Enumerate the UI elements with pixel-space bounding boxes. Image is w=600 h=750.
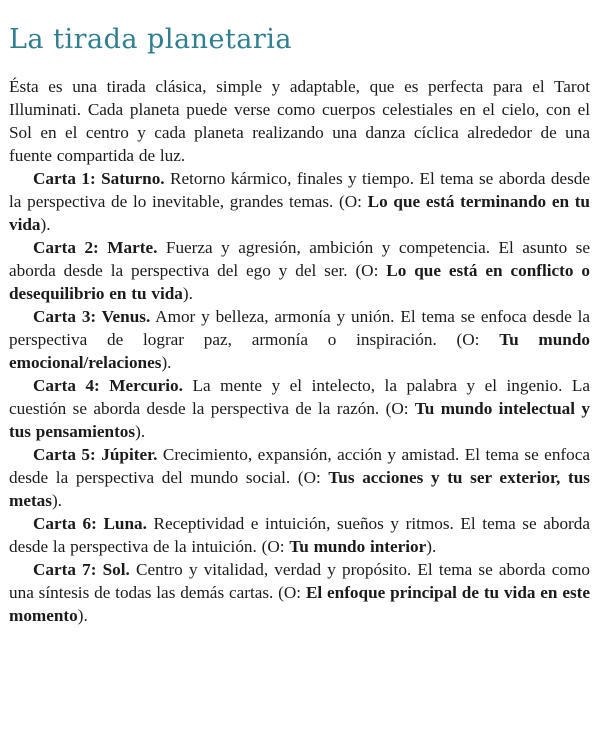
text-segment: Ésta es una tirada clásica, simple y adaptable, que es perfecta para el Tarot Illuminati. Cada planeta puede verse como cuerpos celestiales en el cielo, con el Sol en el centro y cada planeta realizando una danza cíclica alrededor de una fuente compartida de luz. <box>9 77 590 165</box>
body-paragraph <box>9 75 590 167</box>
bold-segment: Carta 2: Marte. <box>33 238 158 257</box>
body-paragraph <box>9 236 590 305</box>
bold-segment: Tu mundo intelectual y tus pensamientos <box>9 399 591 441</box>
bold-segment: Lo que está terminando en tu vida <box>9 192 590 234</box>
text-segment: Fuerza y agresión, ambición y competencia. El asunto se aborda desde la perspectiva del ego y del ser. (O: <box>9 238 590 280</box>
bold-segment: Tus acciones y tu ser exterior, tus metas <box>9 468 590 510</box>
text-segment: ). <box>135 422 146 441</box>
body-paragraph <box>9 305 590 374</box>
body-paragraph <box>9 512 590 558</box>
text-segment: Centro y vitalidad, verdad y propósito. El tema se aborda como una síntesis de todas las demás cartas. (O: <box>9 560 590 602</box>
bold-segment: Tu mundo emocional/relaciones <box>9 330 590 372</box>
bold-segment: Carta 6: Luna. <box>33 514 147 533</box>
text-segment: ). <box>161 353 172 372</box>
body-paragraph <box>9 558 590 627</box>
bold-segment: Carta 7: Sol. <box>33 560 130 579</box>
text-segment: ). <box>182 284 193 303</box>
text-segment: Receptividad e intuición, sueños y ritmos. El tema se aborda desde la perspectiva de la intuición. (O: <box>9 514 590 556</box>
bold-segment: Carta 5: Júpiter. <box>33 445 158 464</box>
bold-segment: El enfoque principal de tu vida en este momento <box>9 583 590 625</box>
text-segment: Retorno kármico, finales y tiempo. El tema se aborda desde la perspectiva de lo inevitable, grandes temas. (O: <box>9 169 590 211</box>
text-segment: ). <box>51 491 62 510</box>
body-paragraph <box>9 443 590 512</box>
text-segment: La mente y el intelecto, la palabra y el ingenio. La cuestión se aborda desde la perspectiva de la razón. (O: <box>9 376 591 418</box>
page-title: La tirada planetaria <box>9 24 293 55</box>
text-segment: Crecimiento, expansión, acción y amistad. El tema se enfoca desde la perspectiva del mundo social. (O: <box>9 445 590 487</box>
text-segment: Amor y belleza, armonía y unión. El tema se enfoca desde la perspectiva de lograr paz, armonía o inspiración. (O: <box>9 307 590 349</box>
body-paragraph <box>9 374 590 443</box>
bold-segment: Carta 3: Venus. <box>33 307 151 326</box>
text-segment: ). <box>77 606 88 625</box>
body-text <box>9 75 590 627</box>
bold-segment: Tu mundo interior <box>289 537 427 556</box>
bold-segment: Carta 4: Mercurio. <box>33 376 183 395</box>
bold-segment: Lo que está en conflicto o desequilibrio en tu vida <box>9 261 590 303</box>
bold-segment: Carta 1: Saturno. <box>33 169 165 188</box>
text-segment: ). <box>426 537 437 556</box>
text-segment: ). <box>40 215 51 234</box>
body-paragraph <box>9 167 590 236</box>
